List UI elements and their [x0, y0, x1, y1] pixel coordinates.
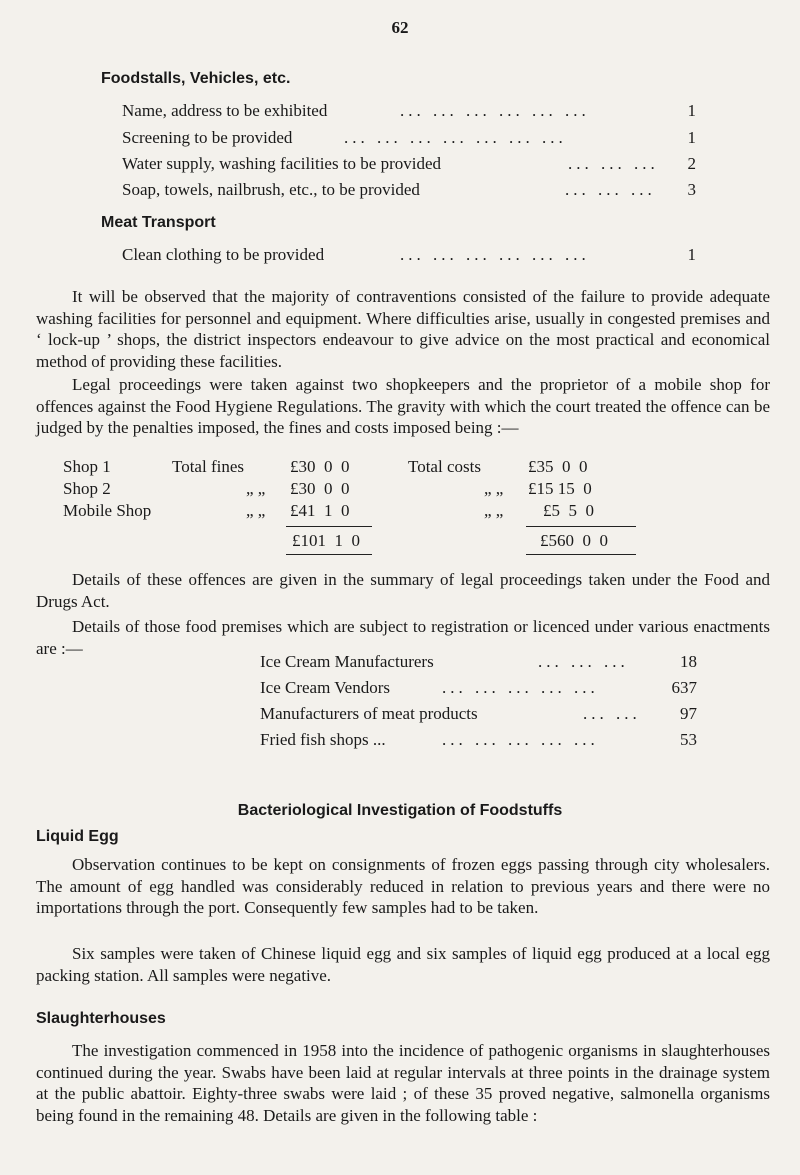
meat-transport-item: Clean clothing to be provided: [122, 245, 325, 264]
paragraph-contraventions: It will be observed that the majority of contraventions consisted of the failure to provide adequate washing facilities for personnel and equipment. Where difficulties arise, usually in congested premises and ‘ lock-up ’ shops, the district inspectors endeavour to give advice on the most practical and economical method of providing these facilities.: [36, 287, 770, 371]
table-row-name: Shop 2: [63, 479, 111, 498]
item-count: 3: [687, 180, 696, 199]
total-rule: [526, 526, 636, 527]
leader-dots: ... ... ...: [538, 652, 629, 671]
costs-amount: £35 0 0: [528, 457, 588, 476]
item-count: 637: [671, 678, 697, 697]
liquid-egg-subheading: Liquid Egg: [36, 828, 119, 845]
leader-dots: ... ... ... ... ... ...: [400, 101, 590, 120]
table-row-name: Shop 1: [63, 457, 111, 476]
total-fines: £101 1 0: [292, 531, 360, 550]
costs-label: Total costs: [408, 457, 481, 476]
foodstall-item: Screening to be provided: [122, 128, 293, 147]
bacteriological-heading: Bacteriological Investigation of Foodstuffs: [237, 802, 563, 819]
item-count: 97: [680, 704, 697, 723]
costs-amount: £15 15 0: [528, 479, 592, 498]
meat-transport-heading: Meat Transport: [101, 214, 216, 231]
paragraph-legal-proceedings: Legal proceedings were taken against two shopkeepers and the proprietor of a mobile shop for offences against the Food Hygiene Regulations. The gravity with which the court treated the offence can be judged by the penalties imposed, the fines and costs imposed being :—: [36, 375, 770, 437]
item-count: 1: [687, 245, 696, 264]
leader-dots: ... ... ... ... ... ... ...: [344, 128, 567, 147]
list-item: Fried fish shops ...: [260, 730, 386, 749]
leader-dots: ... ... ... ... ...: [442, 678, 599, 697]
page-number: 62: [391, 18, 409, 37]
costs-label: „ „: [484, 501, 504, 520]
table-row-name: Mobile Shop: [63, 501, 152, 520]
list-item: Ice Cream Manufacturers: [260, 652, 434, 671]
foodstall-item: Soap, towels, nailbrush, etc., to be provided: [122, 180, 420, 199]
item-count: 53: [680, 730, 697, 749]
costs-amount: £5 5 0: [543, 501, 594, 520]
list-item: Ice Cream Vendors: [260, 678, 390, 697]
foodstalls-heading: Foodstalls, Vehicles, etc.: [101, 70, 291, 87]
foodstall-item: Name, address to be exhibited: [122, 101, 328, 120]
item-count: 2: [687, 154, 696, 173]
fines-label: Total fines: [172, 457, 244, 476]
paragraph-frozen-eggs: Observation continues to be kept on consignments of frozen eggs passing through city wholesalers. The amount of egg handled was considerably reduced in relation to previous years and there were no importations through the port. Consequently few samples had to be taken.: [36, 855, 770, 917]
costs-label: „ „: [484, 479, 504, 498]
fines-amount: £41 1 0: [290, 501, 350, 520]
list-item: Manufacturers of meat products: [260, 704, 478, 723]
item-count: 1: [687, 128, 696, 147]
paragraph-details-offences: Details of these offences are given in the summary of legal proceedings taken under the Food and Drugs Act.: [36, 570, 770, 611]
fines-label: „ „: [246, 479, 266, 498]
leader-dots: ... ... ...: [568, 154, 659, 173]
total-rule: [286, 554, 372, 555]
fines-amount: £30 0 0: [290, 457, 350, 476]
item-count: 18: [680, 652, 697, 671]
total-costs: £560 0 0: [540, 531, 608, 550]
item-count: 1: [687, 101, 696, 120]
fines-label: „ „: [246, 501, 266, 520]
leader-dots: ... ... ... ... ... ...: [400, 245, 590, 264]
leader-dots: ... ... ...: [565, 180, 656, 199]
leader-dots: ... ... ... ... ...: [442, 730, 599, 749]
paragraph-slaughterhouses: The investigation commenced in 1958 into the incidence of pathogenic organisms in slaughterhouses continued during the year. Swabs have been laid at regular intervals at three points in the drainage system at the public abattoir. Eighty-three swabs were laid ; of these 35 proved negative, salmonella organisms being found in the remaining 48. Details are given in the following table :: [36, 1041, 770, 1125]
paragraph-registrations: Details of those food premises which are subject to registration or licenced under various enactments are :—: [36, 617, 770, 658]
slaughterhouses-heading: Slaughterhouses: [36, 1010, 166, 1027]
fines-amount: £30 0 0: [290, 479, 350, 498]
total-rule: [526, 554, 636, 555]
total-rule: [286, 526, 372, 527]
foodstall-item: Water supply, washing facilities to be provided: [122, 154, 442, 173]
paragraph-samples: Six samples were taken of Chinese liquid egg and six samples of liquid egg produced at a local egg packing station. All samples were negative.: [36, 944, 770, 985]
leader-dots: ... ...: [583, 704, 641, 723]
